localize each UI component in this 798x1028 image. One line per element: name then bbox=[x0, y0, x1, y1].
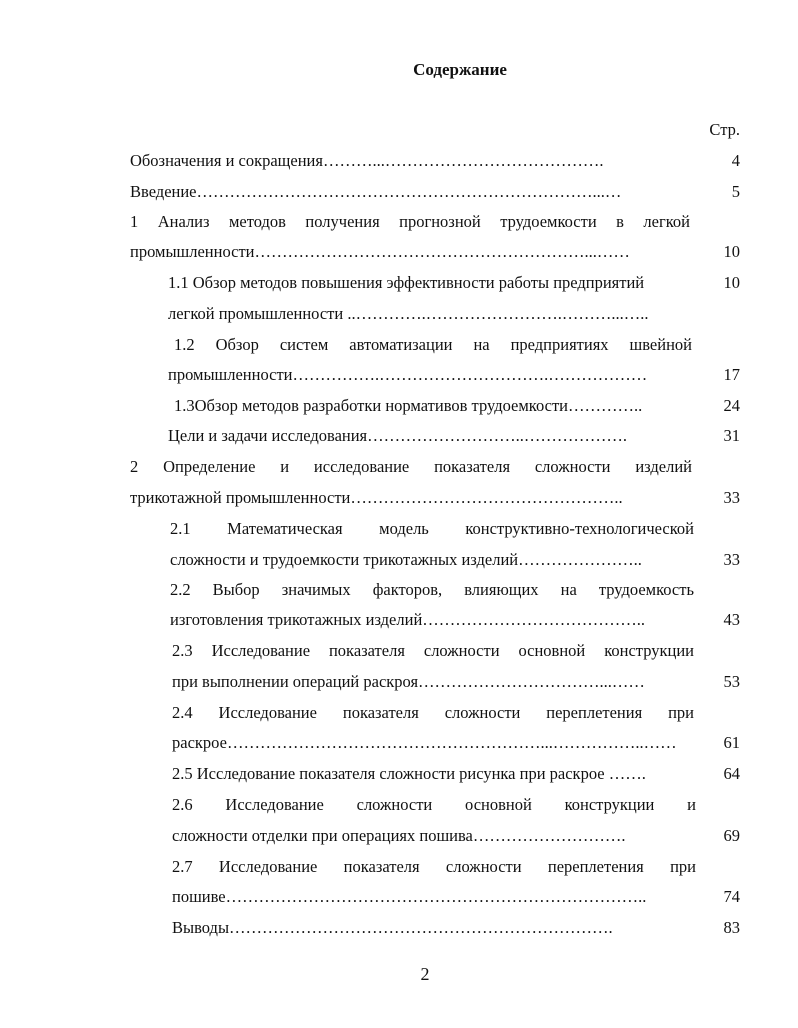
toc-entry-page: 33 bbox=[723, 550, 740, 569]
toc-entry-line2: промышленности……………………………………………………...…… bbox=[130, 242, 630, 261]
toc-entry-page: 10 bbox=[723, 242, 740, 261]
toc-entry-line1: 2.1 Математическая модель конструктивно-технологической bbox=[170, 519, 694, 538]
toc-entry-line2: раскрое…………………………………………………...……………..…… bbox=[172, 733, 677, 752]
toc-entry-line2: промышленности…………….………………………….……………… bbox=[168, 365, 648, 384]
toc-entry-page: 61 bbox=[723, 733, 740, 752]
toc-entry-line1: 1.2 Обзор систем автоматизации на предприятиях швейной bbox=[174, 335, 692, 354]
page-column-header: Стр. bbox=[709, 120, 740, 139]
toc-entry-page: 24 bbox=[723, 396, 740, 415]
toc-entry-text: 1.3Обзор методов разработки нормативов трудоемкости………….. bbox=[174, 396, 643, 415]
toc-entry-page: 17 bbox=[723, 365, 740, 384]
page-number: 2 bbox=[420, 964, 430, 984]
toc-entry-page: 53 bbox=[723, 672, 740, 691]
toc-entry-line2: пошиве………………………………………………………………….. bbox=[172, 887, 647, 906]
toc-entry-line2: легкой промышленности ..………….…………………….………...….. bbox=[168, 304, 649, 323]
toc-entry-page: 4 bbox=[731, 151, 740, 170]
toc-entry-line1: 1.1 Обзор методов повышения эффективности работы предприятий bbox=[168, 273, 645, 292]
toc-entry-line1: 1 Анализ методов получения прогнозной трудоемкости в легкой bbox=[130, 212, 690, 231]
toc-entry-text: Выводы……………………………………………………………. bbox=[172, 918, 613, 937]
toc-entry-line2: трикотажной промышленности………………………………………….. bbox=[130, 488, 623, 507]
toc-entry-line2: при выполнении операций раскроя……………………………...…… bbox=[172, 672, 645, 691]
toc-entry-page: 64 bbox=[723, 764, 740, 783]
toc-entry-page: 5 bbox=[731, 182, 740, 201]
toc-entry-page: 31 bbox=[723, 426, 740, 445]
toc-entry-line1: 2.2 Выбор значимых факторов, влияющих на трудоемкость bbox=[170, 580, 694, 599]
toc-entry-line2: сложности отделки при операциях пошива………………………. bbox=[172, 826, 626, 845]
page-title: Содержание bbox=[413, 60, 507, 79]
toc-entry-text: 2.5 Исследование показателя сложности рисунка при раскрое ……. bbox=[172, 764, 646, 783]
toc-entry-page: 74 bbox=[723, 887, 740, 906]
toc-entry-line1: 2.3 Исследование показателя сложности основной конструкции bbox=[172, 641, 694, 660]
toc-entry-line1: 2 Определение и исследование показателя сложности изделий bbox=[130, 457, 692, 476]
toc-entry-line1: 2.7 Исследование показателя сложности переплетения при bbox=[172, 857, 696, 876]
toc-entry-page: 43 bbox=[723, 610, 740, 629]
toc-entry-text: Введение………………………………………………………………...… bbox=[130, 182, 622, 201]
toc-entry-page: 33 bbox=[723, 488, 740, 507]
toc-entry-text: Обозначения и сокращения………...…………………………………. bbox=[130, 151, 604, 170]
toc-entry-text: Цели и задачи исследования………………………..………………. bbox=[168, 426, 628, 445]
toc-entry-line1: 2.4 Исследование показателя сложности переплетения при bbox=[172, 703, 694, 722]
toc-entry-line2: изготовления трикотажных изделий………………………………….. bbox=[170, 610, 646, 629]
toc-entry-page: 69 bbox=[723, 826, 740, 845]
toc-entry-page: 10 bbox=[723, 273, 740, 292]
toc-entry-line2: сложности и трудоемкости трикотажных изделий………………….. bbox=[170, 550, 642, 569]
toc-entry-page: 83 bbox=[723, 918, 740, 937]
toc-entry-line1: 2.6 Исследование сложности основной конструкции и bbox=[172, 795, 696, 814]
